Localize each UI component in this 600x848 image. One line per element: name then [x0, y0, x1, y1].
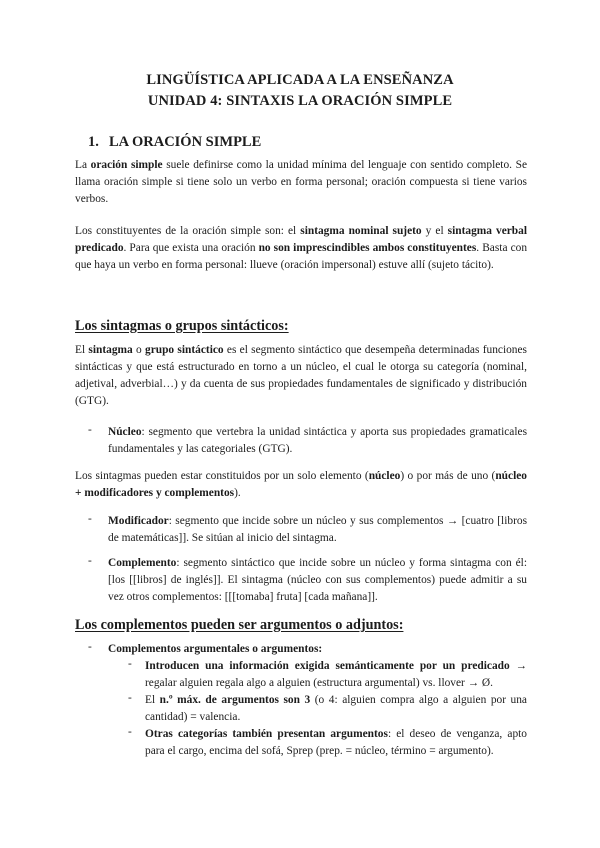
list-item-argumentos: Complementos argumentales o argumentos: [108, 643, 323, 655]
sublist-item-valencia: El n.º máx. de argumentos son 3 (o 4: alguien compra algo a alguien por una cantidad) = valencia. [145, 694, 527, 723]
heading-argumentos-adjuntos: Los complementos pueden ser argumentos o adjuntos: [75, 617, 404, 633]
section-heading: LA ORACIÓN SIMPLE [109, 134, 262, 150]
paragraph-sintagma-definition: El sintagma o grupo sintáctico es el segmento sintáctico que desempeña determinadas funciones sintácticas y que está estructurado en torno a un núcleo, el cual le otorga su categoría (nominal, adjetival, adverbial…) y da cuenta de sus propiedades fundamentales de significado y distribución (GTG). [75, 344, 527, 407]
list-dash: - [88, 424, 92, 436]
term-informacion-exigida: Introducen una información exigida semánticamente por un predicado [145, 660, 510, 672]
term-nucleo: Núcleo [108, 426, 142, 438]
term-grupo-sintactico: grupo sintáctico [145, 344, 224, 356]
list-item-nucleo: Núcleo: segmento que vertebra la unidad sintáctica y aporta sus propiedades gramaticales fundamentales y las categoriales (GTG). [108, 426, 527, 455]
term-complemento: Complemento [108, 557, 177, 569]
section-number: 1. [88, 134, 99, 150]
term-otras-categorias: Otras categorías también presentan argumentos [145, 728, 388, 740]
paragraph-constituyentes: Los constituyentes de la oración simple son: el sintagma nominal sujeto y el sintagma verbal predicado. Para que exista una oración no son imprescindibles ambos constituyentes. Basta con que haya un verbo en forma personal: llueve (oración impersonal) estuve allí (sujeto tácito). [75, 225, 528, 271]
emphasis-no-imprescindibles: no son imprescindibles ambos constituyentes [258, 242, 477, 254]
paragraph-constitucion: Los sintagmas pueden estar constituidos por un solo elemento (núcleo) o por más de uno (núcleo + modificadores y complementos). [75, 470, 527, 499]
term-nucleo-modificadores: núcleo + modificadores y complementos [75, 470, 527, 499]
list-item-modificador: Modificador: segmento que incide sobre un núcleo y sus complementos → [cuatro [libros de matemáticas]]. Se sitúan al inicio del sintagma. [108, 515, 527, 544]
term-sintagma-nominal: sintagma nominal sujeto [300, 225, 422, 237]
term-sintagma-verbal: sintagma verbal predicado [75, 225, 527, 254]
sublist-item-otras-categorias: Otras categorías también presentan argumentos: el deseo de venganza, apto para el cargo, encima del sofá, Sprep (prep. = núcleo, término = argumento). [145, 728, 527, 757]
paragraph-oracion-simple: La oración simple suele definirse como la unidad mínima del lenguaje con sentido completo. Se llama oración simple si tiene solo un verbo en forma personal; oración compuesta si tiene varios verbos. [75, 159, 527, 205]
sublist-item-informacion-exigida: Introducen una información exigida semánticamente por un predicado → regalar alguien regala algo a alguien (estructura argumental) vs. llover → Ø. [145, 660, 527, 689]
document-subtitle: UNIDAD 4: SINTAXIS LA ORACIÓN SIMPLE [147, 93, 453, 109]
sublist-dash: - [128, 692, 132, 704]
heading-sintagmas: Los sintagmas o grupos sintácticos: [75, 318, 289, 334]
term-numero-argumentos: n.º máx. de argumentos son 3 [159, 694, 311, 706]
term-sintagma: sintagma [88, 344, 133, 356]
sublist-dash: - [128, 658, 132, 670]
term-modificador: Modificador [108, 515, 169, 527]
term-oracion-simple: oración simple [90, 159, 163, 171]
list-item-complemento: Complemento: segmento sintáctico que incide sobre un núcleo y forma sintagma con él: [los [[libros] de inglés]]. El sintagma (núcleo con sus complementos) puede admitir a su vez otros complementos: [[[tomaba] fruta] [cada mañana]]. [108, 557, 527, 603]
term-nucleo-inline: núcleo [368, 470, 401, 482]
document-title: LINGÜÍSTICA APLICADA A LA ENSEÑANZA [146, 72, 454, 88]
list-dash: - [88, 555, 92, 567]
sublist-dash: - [128, 726, 132, 738]
list-dash: - [88, 641, 92, 653]
list-dash: - [88, 513, 92, 525]
